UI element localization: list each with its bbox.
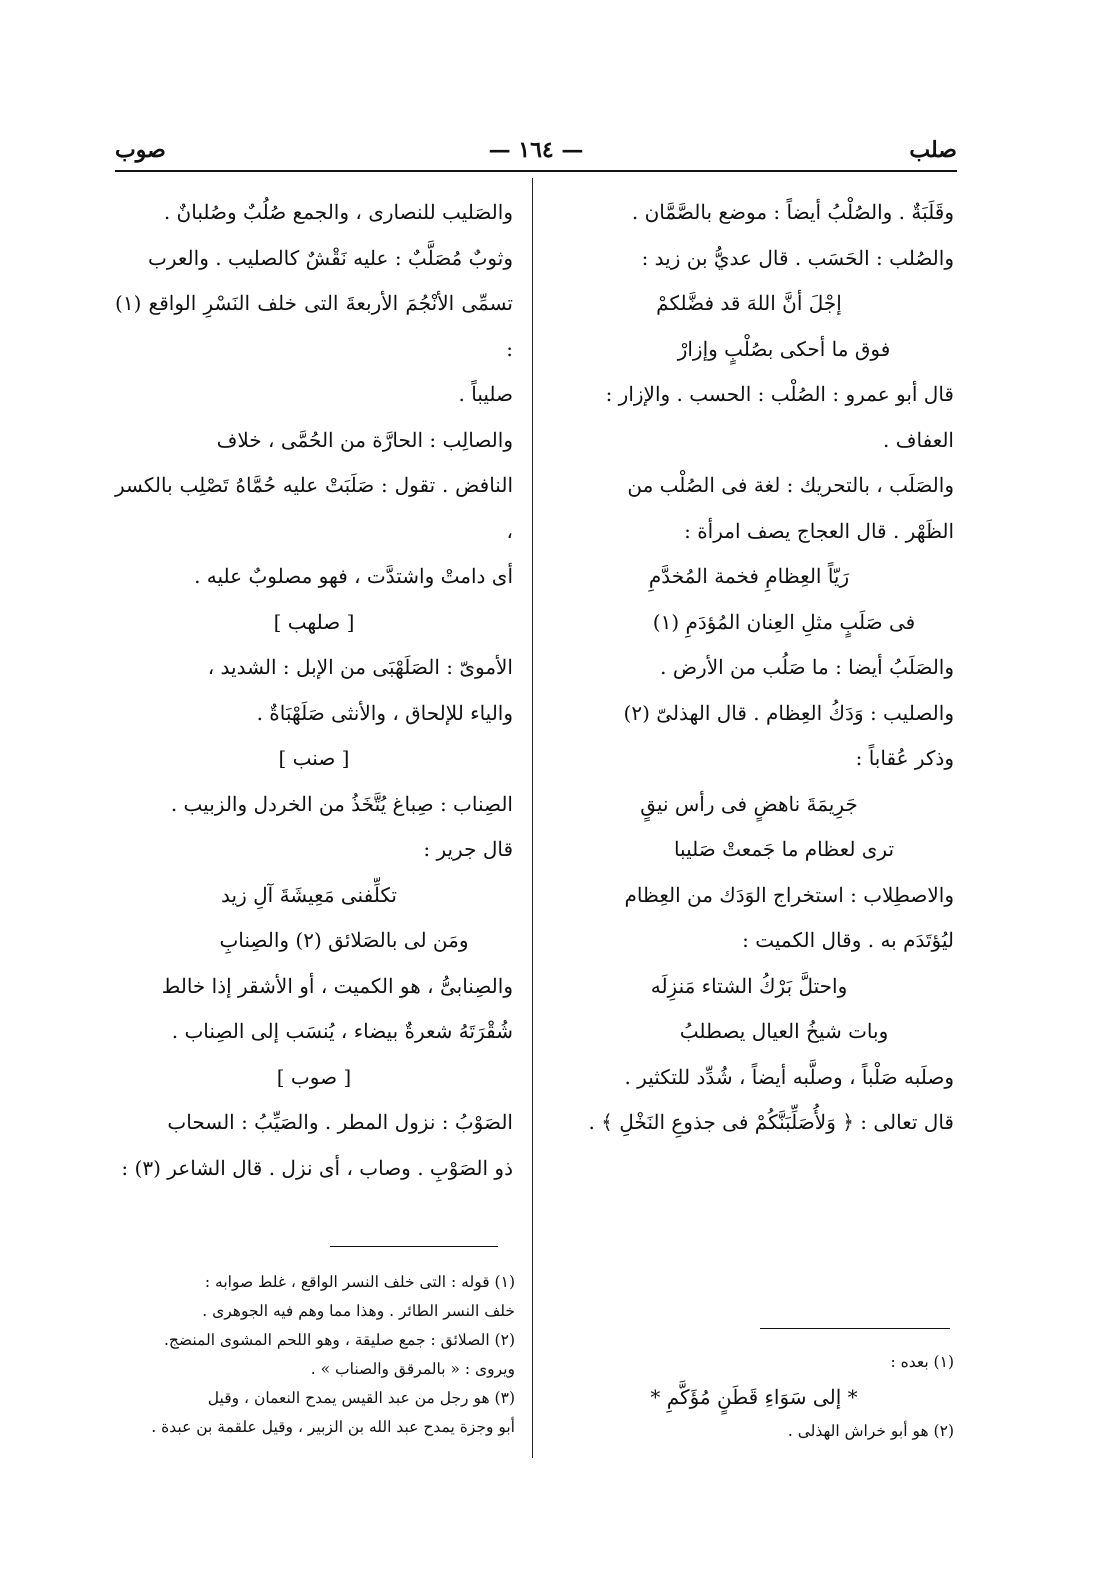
text-line: والصَلَب ، بالتحريك : لغة فى الصُلْب من: [627, 473, 954, 497]
right-column: [554, 190, 954, 1146]
footnote-line: ويروى : « بالمرقق والصناب » .: [310, 1360, 515, 1378]
text-line: وصلَبه صَلْباً ، وصلَّبه أيضاً ، شُدِّد للتكثير .: [624, 1064, 954, 1089]
verse-line: ترى لعظام ما جَمعتْ صَليبا: [673, 837, 895, 861]
text-line: شُقْرَتَهُ شعرةٌ بيضاء ، يُنسَب إلى الصِناب .: [171, 1019, 513, 1043]
entry-heading: [ صلهب ]: [273, 609, 355, 634]
text-line: قال أبو عمرو : الصُلْب : الحسب . والإزار :: [605, 382, 954, 406]
footnotes-right: [554, 1348, 954, 1446]
footnote-verse: * إلى سَوَاءِ قَطَنٍ مُؤَكَّمِ *: [650, 1385, 858, 1409]
page-number: — ١٦٤ —: [488, 137, 584, 163]
text-line: أى دامتْ واشتدَّت ، فهو مصلوبٌ عليه .: [194, 564, 513, 588]
text-line: والاصطِلاب : استخراج الوَدَك من العِظام: [624, 882, 954, 907]
text-line: والياء للإلحاق ، والأنثى صَلَهْبَاةٌ .: [256, 700, 513, 725]
text-line: النافض . تقول : صَلَبَتْ عليه حُمَّاهُ تَصْلِب بالكسر ،: [115, 473, 513, 543]
entry-heading: [ صوب ]: [276, 1064, 352, 1089]
header-rule: [115, 170, 957, 172]
header-right-entry: صلب: [909, 137, 957, 163]
header-left-entry: صوب: [115, 137, 166, 163]
text-line: والصالِب : الحارَّة من الحُمَّى ، خلاف: [216, 427, 513, 452]
text-line: الصَوْبُ : نزول المطر . والصَيِّبُ : السحاب: [167, 1110, 513, 1134]
verse-line: وبات شيخُ العيال يصطلبُ: [679, 1019, 889, 1043]
text-line: الظَهْر . قال العجاج يصف امرأة :: [684, 518, 954, 543]
text-line: الأموىّ : الصَلَهْبَى من الإبل : الشديد ،: [207, 655, 513, 679]
verse-line: فوق ما أحكى بصُلْبٍ وإزارْ: [677, 336, 891, 361]
verse-line: جَرِيمَةَ ناهضٍ فى رأس نيقٍ: [640, 791, 858, 816]
text-line: وثوبٌ مُصَلَّبٌ : عليه نَقْشٌ كالصليب . والعرب: [148, 245, 513, 270]
text-line: والصليب : وَدَكُ العِظام . قال الهذلىّ (٢): [623, 700, 954, 725]
text-line: وقَلَبَةٌ . والصُلْبُ أيضاً : موضع بالصَّمَّان .: [631, 200, 954, 224]
text-line: قال تعالى : ﴿ وَلأُصَلِّبَنَّكُمْ فى جذوعِ النَخْلِ ﴾ .: [588, 1110, 954, 1134]
footnote-rule-right: [760, 1328, 950, 1329]
footnote-line: (١) بعده :: [890, 1353, 954, 1371]
text-line: تسمِّى الأنْجُمَ الأربعةَ التى خلف النَسْرِ الواقع (١) :: [115, 291, 513, 361]
verse-line: إجْلَ أنَّ اللهَ قد فضَّلكمْ: [656, 291, 842, 315]
verse-line: ومَن لى بالصَلائق (٢) والصِنابِ: [219, 928, 469, 952]
footnote-line: (٣) هو رجل من عبد القيس يمدح النعمان ، وقيل: [207, 1389, 515, 1407]
text-line: صليباً .: [458, 382, 513, 406]
footnote-line: (٢) الصلائق : جمع صليقة ، وهو اللحم المشوى المنضج.: [163, 1331, 515, 1349]
page-header: [115, 132, 957, 168]
text-line: والصَليب للنصارى ، والجمع صُلُبٌ وصُلبانٌ .: [163, 200, 513, 224]
footnote-line: أبو وجزة يمدح عبد الله بن الزبير ، وقيل علقمة بن عبدة .: [151, 1418, 515, 1436]
text-line: والصِنابىُّ ، هو الكميت ، أو الأشقر إذا خالط: [161, 973, 513, 998]
text-line: ذو الصَوْبِ . وصاب ، أى نزل . قال الشاعر (٣) :: [121, 1155, 513, 1180]
text-line: وذكر عُقاباً :: [855, 746, 954, 770]
left-column: [115, 190, 513, 1191]
footnote-line: (٢) هو أبو خراش الهذلى .: [787, 1422, 954, 1440]
footnote-rule-left: [330, 1246, 498, 1247]
text-line: والصَلَبُ أيضا : ما صَلُب من الأرض .: [660, 655, 954, 679]
footnotes-left: [115, 1268, 515, 1442]
text-line: الصِناب : صِباغ يُتَّخَذُ من الخردل والزبيب .: [170, 791, 513, 816]
text-line: العفاف .: [883, 427, 954, 452]
column-divider: [532, 178, 533, 1458]
verse-line: تكلِّفنى مَعِيشَةَ آلِ زيد: [221, 882, 397, 907]
verse-line: فى صَلَبٍ مثلِ العِنان المُؤدَمِ (١): [652, 609, 916, 634]
verse-line: واحتلَّ بَرْكُ الشتاء مَنزِلَه: [650, 973, 848, 998]
text-line: والصُلب : الحَسَب . قال عديُّ بن زيد :: [641, 245, 954, 270]
footnote-line: خلف النسر الطائر . وهذا مما وهم فيه الجوهرى .: [202, 1302, 515, 1320]
footnote-line: (١) قوله : التى خلف النسر الواقع ، غلط صوابه :: [204, 1273, 515, 1291]
entry-heading: [ صنب ]: [278, 746, 350, 770]
text-line: قال جرير :: [423, 837, 513, 861]
verse-line: رَيّاً العِظامِ فخمة المُخدَّمِ: [648, 564, 850, 588]
text-line: ليُؤتَدَم به . وقال الكميت :: [742, 928, 954, 952]
